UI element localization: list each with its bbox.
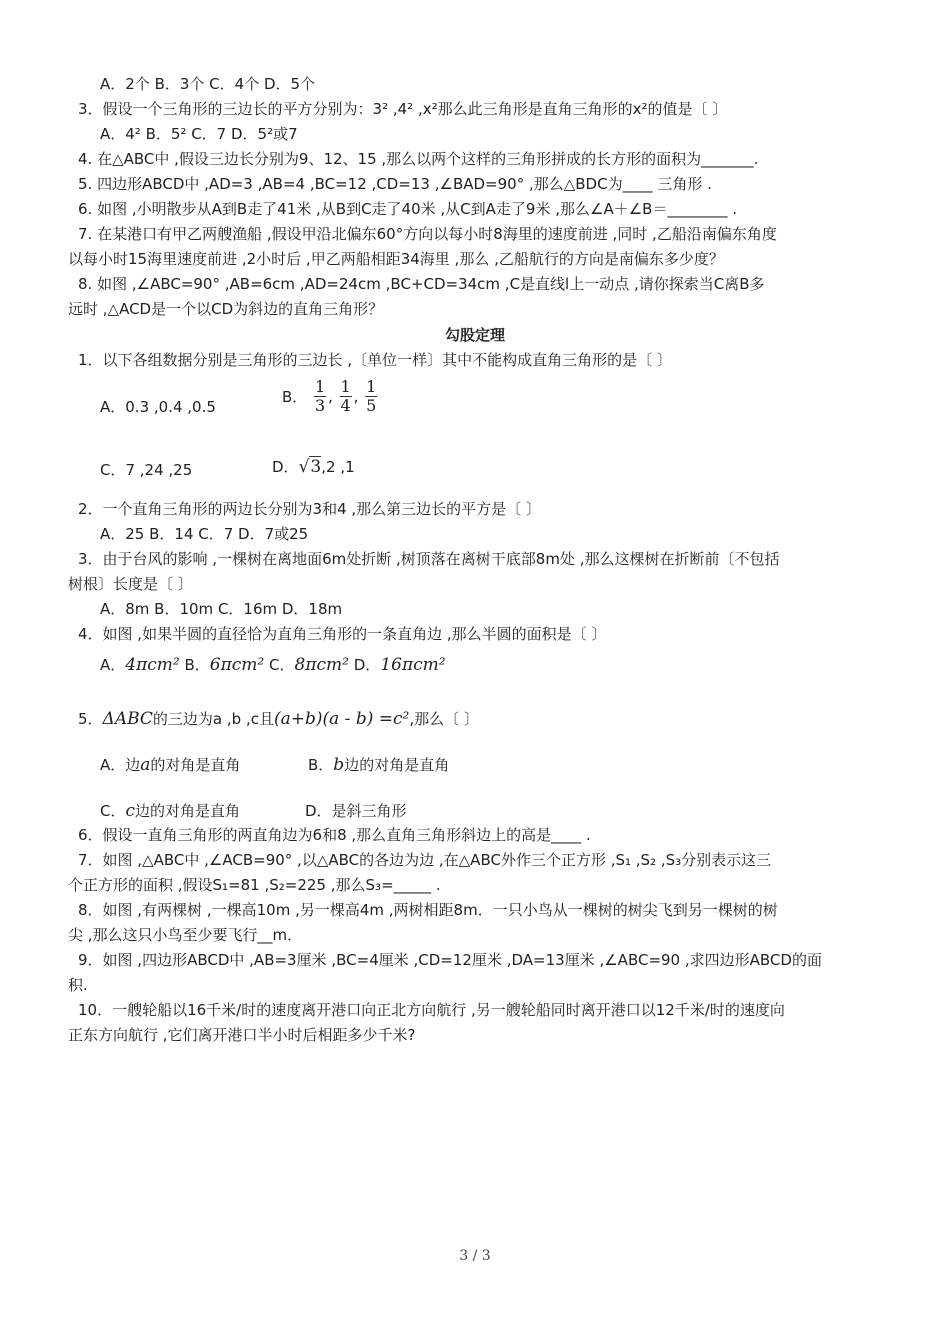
- s2-q1-option-d: D．√3,2 ,1: [272, 457, 355, 477]
- fraction-1-5: $\frac{1}{5}$: [366, 377, 377, 415]
- option-a-math: 4πcm²: [125, 655, 180, 675]
- q4-text: 4. 在△ABC中 ,假设三边长分别为9、12、15 ,那么以两个这样的三角形拼成的长方形的面积为_______.: [78, 150, 759, 168]
- fraction-1-4: $\frac{1}{4}$: [340, 377, 351, 415]
- s2-q3-line1: 3．由于台风的影响 ,一棵树在离地面6m处折断 ,树顶落在离树干底部8m处 ,那么这棵树在折断前〔不包括: [78, 550, 780, 568]
- s2-q5-text: 5．ΔABC的三边为a ,b ,c且(a+b)(a - b) =c²,那么〔 〕: [78, 709, 479, 729]
- s2-q2-options: A．25 B．14 C．7 D．7或25: [100, 525, 309, 543]
- q2-options: A．2个 B．3个 C．4个 D．5个: [100, 75, 316, 93]
- s2-q10-line2: 正东方向航行 ,它们离开港口半小时后相距多少千米?: [68, 1026, 416, 1044]
- sqrt-3: √3: [298, 457, 322, 477]
- fraction-1-3: $\frac{1}{3}$: [314, 377, 326, 415]
- s2-q10-line1: 10．一艘轮船以16千米/时的速度离开港口向正北方向航行 ,另一艘轮船同时离开港口以12千米/时的速度向: [78, 1001, 785, 1019]
- q7-line1: 7. 在某港口有甲乙两艘渔船 ,假设甲沿北偏东60°方向以每小时8海里的速度前进 ,同时 ,乙船沿南偏东角度: [78, 225, 777, 243]
- s2-q2-text: 2．一个直角三角形的两边长分别为3和4 ,那么第三边长的平方是〔 〕: [78, 500, 541, 518]
- q8-line1: 8. 如图 ,∠ABC=90° ,AB=6cm ,AD=24cm ,BC+CD=34cm ,C是直线l上一动点 ,请你探索当C离B多: [78, 275, 765, 293]
- s2-q8-line1: 8．如图 ,有两棵树 ,一棵高10m ,另一棵高4m ,两树相距8m．一只小鸟从一棵树的树尖飞到另一棵树的树: [78, 901, 778, 919]
- s2-q5-option-a: A．边a的对角是直角: [100, 755, 241, 775]
- s2-q7-line1: 7．如图 ,△ABC中 ,∠ACB=90° ,以△ABC的各边为边 ,在△ABC外作三个正方形 ,S₁ ,S₂ ,S₃分别表示这三: [78, 851, 772, 869]
- s2-q5-option-c: C．c边的对角是直角: [100, 801, 241, 821]
- option-d-math: 16πcm²: [380, 655, 446, 675]
- q3-options: A．4² B．5² C．7 D．5²或7: [100, 125, 298, 143]
- q3-text: 3．假设一个三角形的三边长的平方分别为：3² ,4² ,x²那么此三角形是直角三角形的x²的值是〔 〕: [78, 100, 728, 118]
- section-title: 勾股定理: [444, 326, 505, 344]
- triangle-abc-math: ΔABC: [102, 709, 153, 729]
- s2-q4-text: 4．如图 ,如果半圆的直径恰为直角三角形的一条直角边 ,那么半圆的面积是〔 〕: [78, 625, 607, 643]
- page-number: 3 / 3: [459, 1248, 491, 1264]
- s2-q1-option-c: C．7 ,24 ,25: [100, 461, 193, 479]
- s2-q1-text: 1．以下各组数据分别是三角形的三边长 ,〔单位一样〕其中不能构成直角三角形的是〔 〕: [78, 351, 672, 369]
- s2-q1-b-prefix: B．: [282, 388, 308, 406]
- q7-line2: 以每小时15海里速度前进 ,2小时后 ,甲乙两船相距34海里 ,那么 ,乙船航行的方向是南偏东多少度？: [68, 250, 724, 268]
- s2-q1-option-a: A．0.3 ,0.4 ,0.5: [100, 398, 216, 416]
- s2-q8-line2: 尖 ,那么这只小鸟至少要飞行__m．: [68, 926, 303, 944]
- q8-line2: 远时 ,△ACD是一个以CD为斜边的直角三角形？: [68, 300, 384, 318]
- option-c-math: 8πcm²: [294, 655, 349, 675]
- s2-q9-line2: 积.: [68, 976, 88, 994]
- q5-text: 5. 四边形ABCD中 ,AD=3 ,AB=4 ,BC=12 ,CD=13 ,∠BAD=90° ,那么△BDC为____ 三角形 .: [78, 175, 712, 193]
- s2-q5-option-b: B．b边的对角是直角: [308, 755, 450, 775]
- equation-math: (a+b)(a - b) =c²: [273, 709, 410, 729]
- s2-q5-option-d: D．是斜三角形: [305, 802, 407, 820]
- s2-q4-options: A．4πcm² B．6πcm² C．8πcm² D．16πcm²: [100, 655, 446, 675]
- s2-q7-line2: 个正方形的面积 ,假设S₁=81 ,S₂=225 ,那么S₃=_____ .: [68, 876, 441, 894]
- option-b-math: 6πcm²: [209, 655, 265, 675]
- s2-q1-option-b: B． $\frac{1}{3}$ , $\frac{1}{4}$ , $\frac{1}{5}$: [282, 377, 377, 415]
- s2-q3-line2: 树根〕长度是〔 〕: [68, 575, 193, 593]
- s2-q6-text: 6．假设一直角三角形的两直角边为6和8 ,那么直角三角形斜边上的高是____ .: [78, 826, 591, 844]
- s2-q9-line1: 9．如图 ,四边形ABCD中 ,AB=3厘米 ,BC=4厘米 ,CD=12厘米 ,DA=13厘米 ,∠ABC=90 ,求四边形ABCD的面: [78, 951, 822, 969]
- q6-text: 6. 如图 ,小明散步从A到B走了41米 ,从B到C走了40米 ,从C到A走了9米 ,那么∠A＋∠B＝________ .: [78, 200, 737, 218]
- s2-q3-options: A．8m B．10m C．16m D．18m: [100, 600, 343, 618]
